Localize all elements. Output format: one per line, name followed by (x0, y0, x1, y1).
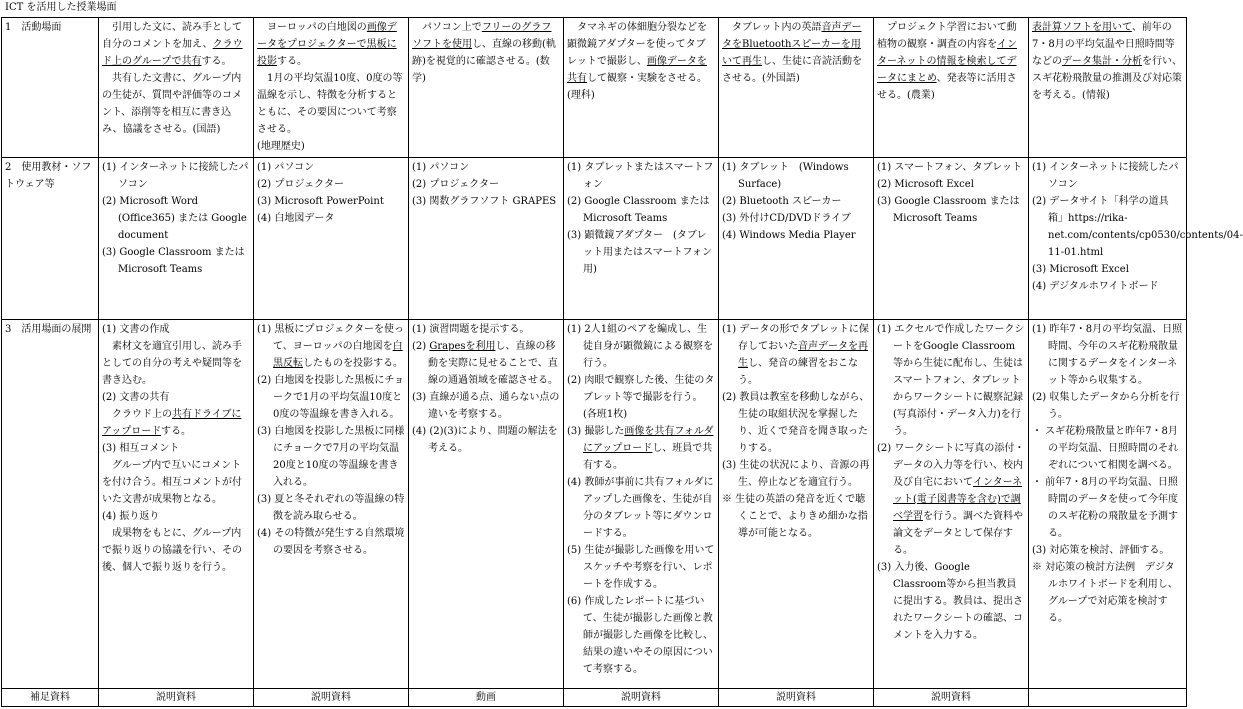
paragraph (257, 321, 405, 372)
list-item: (1) タブレットまたはスマートフォン (567, 162, 714, 190)
list-item: (1) スマートフォン、タブレット (877, 162, 1023, 173)
list-item: (2) Microsoft Excel (877, 179, 974, 190)
text: (6) 作成したレポートに基づいて、生徒が撮影した画像と教師が撮影した画像を比較し、結果の違いやその原因について考察する。 (567, 596, 713, 675)
development-cell-3 (409, 320, 564, 689)
underlined-text: 音声データをBluetoothスピーカーを用いて再生 (722, 22, 862, 67)
list-item: (1) パソコン (257, 162, 315, 173)
text: する。 (277, 56, 307, 67)
text: (1) 演習問題を提示する。 (412, 324, 530, 335)
text: (1) 黒板にプロジェクターを使って、ヨーロッパの白地図を (257, 324, 404, 352)
underlined-text: 画像データを共有 (567, 56, 707, 84)
list-item: (2) データサイト「科学の道具箱」https://rika-net.com/contents/cp0530/contents/04-11-01.html (1032, 196, 1243, 258)
text: クラウド上の (102, 409, 172, 420)
underlined-text: インターネットの情報を検索してデータにまとめ (877, 39, 1017, 84)
paragraph (567, 474, 715, 542)
paragraph (412, 423, 560, 457)
underlined-text: 画像データをプロジェクターで黒板に投影 (257, 22, 397, 67)
activity-cell-7 (1029, 18, 1187, 158)
row-label-activity: 1 活動場面 (2, 18, 99, 158)
paragraph (722, 457, 870, 491)
text: (3) 夏と冬それぞれの等温線の特徴を読み取らせる。 (257, 494, 405, 522)
ict-lesson-table (1, 17, 1243, 707)
paragraph (412, 338, 560, 389)
underlined-text: 画像を共有フォルダにアップロード (583, 426, 714, 454)
text: する。 (201, 56, 232, 67)
text: (1) 文書の作成 (102, 324, 170, 335)
paragraph (567, 593, 715, 678)
text: (4) 振り返り (102, 511, 160, 522)
list-item: (3) 外付けCD/DVDドライブ (722, 213, 851, 224)
list-item: (4) 白地図データ (257, 213, 335, 224)
activity-text (1032, 19, 1183, 104)
row-label-supplement: 補足資料 (2, 689, 99, 707)
paragraph (1032, 423, 1183, 474)
list-item: (2) プロジェクター (257, 179, 344, 190)
development-cell-5 (719, 320, 874, 689)
paragraph (567, 19, 715, 104)
paragraph (1032, 321, 1183, 389)
text: (地理歴史) (257, 141, 305, 152)
underlined-text: 共有ドライブにアップロード (102, 409, 242, 437)
activity-text (567, 19, 715, 104)
underlined-text: 白黒反転 (273, 341, 403, 369)
paragraph (257, 491, 405, 525)
development-steps (102, 321, 250, 576)
paragraph (722, 19, 870, 87)
paragraph (257, 372, 405, 423)
underlined-text: インターネット(電子図書等を含む)で調べ学習 (893, 477, 1023, 522)
text: (5) 生徒が撮影した画像を用いてスケッチや考察を行い、レポートを作成する。 (567, 545, 715, 590)
list-item: (1) インターネットに接続したパソコン (102, 162, 249, 190)
text: (3) 相互コメント (102, 443, 180, 454)
activity-cell-2 (254, 18, 409, 158)
list-item: (2) Google Classroom または Microsoft Teams (567, 196, 713, 224)
text: プロジェクト学習において動植物の観察・調査の内容を (877, 22, 1017, 50)
underlined-text: Grapesを利用 (429, 341, 496, 352)
activity-cell-5 (719, 18, 874, 158)
list-item: (1) パソコン (412, 162, 470, 173)
text: し、直線の移動(軌跡)を視覚的に確認させる。(数学) (412, 39, 556, 84)
underlined-text: データ集計・分析 (1062, 56, 1142, 67)
supplement-cell-5: 説明資料 (719, 689, 874, 707)
text: (2) 収集したデータから分析を行う。 (1032, 392, 1180, 420)
paragraph (102, 338, 250, 389)
paragraph (102, 457, 250, 508)
supplement-cell-4: 説明資料 (564, 689, 719, 707)
paragraph (412, 19, 560, 87)
text: (1) エクセルで作成したワークシートをGoogle Classroom等から生徒に配布し、生徒はスマートフォン、タブレットからワークシートに観察記録(写真添付・データ入力)を行う。 (877, 324, 1025, 437)
paragraph (1032, 474, 1183, 542)
text: タブレット内の英語 (722, 22, 822, 33)
list-item: (1) インターネットに接続したパソコン (1032, 162, 1179, 190)
paragraph (257, 525, 405, 559)
paragraph (257, 19, 405, 70)
text: し、発音の練習をおこなう。 (738, 358, 858, 386)
paragraph (102, 508, 250, 525)
materials-cell-2 (254, 158, 409, 320)
text: (2) ワークシートに写真の添付・データの入力等を行い、校内及び自宅において (877, 443, 1025, 488)
paragraph (102, 525, 250, 576)
development-cell-6 (874, 320, 1029, 689)
text: して観察・実験をさせる。(理科) (567, 73, 707, 101)
paragraph (102, 70, 250, 138)
text: グループ内で互いにコメントを付け合う。相互コメントが付いた文書が成果物となる。 (102, 460, 242, 505)
paragraph (412, 389, 560, 423)
list-item: (2) Bluetooth スピーカー (722, 196, 842, 207)
paragraph (102, 406, 250, 440)
paragraph (567, 372, 715, 423)
paragraph (722, 491, 870, 542)
paragraph (1032, 542, 1183, 559)
supplement-cell-6: 説明資料 (874, 689, 1029, 707)
text: (2) 教員は教室を移動しながら、生徒の取組状況を掌握したり、近くで発音を聞き取ったりする。 (722, 392, 870, 454)
text: ヨーロッパの白地図の (257, 22, 367, 33)
materials-list (567, 159, 715, 278)
text: し、班員で共有する。 (583, 443, 713, 471)
materials-list (412, 159, 560, 210)
paragraph (102, 440, 250, 457)
text: 1月の平均気温10度、0度の等温線を示し、特徴を分析するとともに、その要因について考察させる。 (257, 73, 403, 135)
paragraph (877, 440, 1025, 559)
text: し、直線の移動を実際に見せることで、直線の通過領域を確認させる。 (428, 341, 558, 386)
supplement-cell-7 (1029, 689, 1187, 707)
list-item: (3) Microsoft PowerPoint (257, 196, 384, 207)
paragraph (102, 19, 250, 70)
paragraph (1032, 559, 1183, 627)
underlined-text: 表計算ソフトを用いて (1032, 22, 1132, 33)
text: (4) (2)(3)により、問題の解法を考える。 (412, 426, 558, 454)
text: (2) 白地図を投影した黒板にチョークで1月の平均気温10度と0度の等温線を書き入れる。 (257, 375, 405, 420)
text: (1) 昨年7・8月の平均気温、日照時間、今年のスギ花粉飛散量に関するデータをインターネット等から収集する。 (1032, 324, 1183, 386)
underlined-text: 音声データを再生 (738, 341, 868, 369)
materials-list (722, 159, 870, 244)
activity-text (412, 19, 560, 87)
activity-cell-6 (874, 18, 1029, 158)
text: 共有した文書に、グループ内の生徒が、質問や評価等のコメント、添削等を相互に書き込み、協議をさせる。(国語) (102, 73, 242, 135)
list-item: (4) デジタルホワイトボード (1032, 281, 1159, 292)
text: したものを投影する。 (303, 358, 403, 369)
paragraph (722, 321, 870, 389)
text: (1) 2人1組のペアを編成し、生徒自身が顕微鏡による観察を行う。 (567, 324, 713, 369)
text: (3) 生徒の状況により、音源の再生、停止などを適宜行う。 (722, 460, 870, 488)
text: (2) (412, 341, 430, 352)
materials-list (257, 159, 405, 227)
list-item: (3) Google Classroom または Microsoft Teams (102, 247, 248, 275)
list-item: (1) タブレット (Windows Surface) (722, 162, 852, 190)
text: し、生徒に音読活動をさせる。(外国語) (722, 56, 862, 84)
paragraph (877, 321, 1025, 440)
paragraph (877, 559, 1025, 644)
materials-cell-7 (1029, 158, 1243, 320)
paragraph (567, 423, 715, 474)
text: ※ 生徒の英語の発音を近くで聴くことで、よりきめ細かな指導が可能となる。 (722, 494, 868, 539)
row-supplement (2, 689, 1187, 707)
underlined-text: クラウド上のグループで共有 (102, 39, 243, 67)
text: ※ 対応策の検討方法例 デジタルホワイトボードを利用し、グループで対応策を検討する。 (1032, 562, 1178, 624)
text: を行い、スギ花粉飛散量の推測及び対応策を考える。(情報) (1032, 56, 1182, 101)
list-item: (2) プロジェクター (412, 179, 499, 190)
development-steps (722, 321, 870, 542)
materials-list (102, 159, 250, 278)
development-steps (412, 321, 560, 457)
activity-cell-1 (99, 18, 254, 158)
supplement-cell-2: 説明資料 (254, 689, 409, 707)
list-item: (3) Microsoft Excel (1032, 264, 1129, 275)
text: (3) 入力後、Google Classroom等から担当教員に提出する。教員は、提出されたワークシートの確認、コメントを入力する。 (877, 562, 1023, 641)
materials-cell-4 (564, 158, 719, 320)
text: (2) 文書の共有 (102, 392, 170, 403)
text: 、前年の7・8月の平均気温や日照時間等などの (1032, 22, 1175, 67)
text: する。 (161, 426, 191, 437)
development-steps (257, 321, 405, 559)
text: (3) 対応策を検討、評価する。 (1032, 545, 1170, 556)
development-steps (1032, 321, 1183, 627)
row-development (2, 320, 1187, 689)
development-cell-7 (1029, 320, 1187, 689)
text: (3) 撮影した (567, 426, 625, 437)
paragraph (722, 389, 870, 457)
list-item: (3) Google Classroom または Microsoft Teams (877, 196, 1023, 224)
development-cell-4 (564, 320, 719, 689)
list-item: (3) 関数グラフソフト GRAPES (412, 196, 557, 207)
development-cell-2 (254, 320, 409, 689)
materials-list (1032, 159, 1243, 295)
text: (4) 教師が事前に共有フォルダにアップした画像を、生徒が自分のタブレット等にダウンロードする。 (567, 477, 714, 539)
paragraph (567, 321, 715, 372)
activity-cell-3 (409, 18, 564, 158)
text: を行う。調べた資料や論文をデータとして保存する。 (893, 511, 1023, 556)
row-label-development: 3 活用場面の展開 (2, 320, 99, 689)
activity-text (102, 19, 250, 138)
activity-text (257, 19, 405, 155)
page-title: ICT を活用した授業場面 (5, 2, 117, 13)
text: タマネギの体細胞分裂などを顕微鏡アダプターを使ってタブレットで撮影し、 (567, 22, 707, 67)
row-materials (2, 158, 1187, 320)
paragraph (567, 542, 715, 593)
list-item: (2) Microsoft Word (Office365) または Google document (102, 196, 251, 241)
materials-list (877, 159, 1025, 227)
text: (3) 白地図を投影した黒板に同様にチョークで7月の平均気温20度と10度の等温線を書き入れる。 (257, 426, 405, 488)
list-item: (4) Windows Media Player (722, 230, 856, 241)
supplement-cell-3: 動画 (409, 689, 564, 707)
text: 、発表等に活用させる。(農業) (877, 73, 1017, 101)
text: 素材文を適宜引用し、読み手としての自分の考えや疑問等を書き込む。 (102, 341, 242, 386)
text: パソコン上で (412, 22, 482, 33)
paragraph (102, 389, 250, 406)
text: 引用した文に、読み手として自分のコメントを加え、 (102, 22, 242, 50)
development-steps (567, 321, 715, 678)
supplement-cell-1: 説明資料 (99, 689, 254, 707)
development-cell-1 (99, 320, 254, 689)
row-activity (2, 18, 1187, 158)
paragraph (257, 70, 405, 138)
text: ・ スギ花粉飛散量と昨年7・8月の平均気温、日照時間のそれぞれについて相関を調べる。 (1032, 426, 1178, 471)
text: (2) 肉眼で観察した後、生徒のタブレット等で撮影を行う。(各班1枚) (567, 375, 715, 420)
underlined-text: フリーのグラフソフトを使用 (412, 22, 552, 50)
text: 成果物をもとに、グループ内で振り返りの協議を行い、その後、個人で振り返りを行う。 (102, 528, 242, 573)
list-item: (3) 顕微鏡アダプター (タブレット用またはスマートフォン用) (567, 230, 712, 275)
paragraph (257, 423, 405, 491)
text: (3) 直線が通る点、通らない点の違いを考察する。 (412, 392, 560, 420)
paragraph (412, 321, 560, 338)
paragraph (102, 321, 250, 338)
activity-cell-4 (564, 18, 719, 158)
row-label-materials: 2 使用教材・ソフトウェア等 (2, 158, 99, 320)
paragraph (1032, 19, 1183, 104)
paragraph (257, 138, 405, 155)
paragraph (1032, 389, 1183, 423)
text: ・ 前年7・8月の平均気温、日照時間のデータを使って今年度のスギ花粉の飛散量を予測する。 (1032, 477, 1178, 539)
text: (4) その特徴が発生する自然環境の要因を考察させる。 (257, 528, 405, 556)
materials-cell-3 (409, 158, 564, 320)
materials-cell-5 (719, 158, 874, 320)
materials-cell-6 (874, 158, 1029, 320)
activity-text (722, 19, 870, 87)
materials-cell-1 (99, 158, 254, 320)
activity-text (877, 19, 1025, 104)
paragraph (877, 19, 1025, 104)
development-steps (877, 321, 1025, 644)
text: (1) データの形でタブレットに保存しておいた (722, 324, 869, 352)
